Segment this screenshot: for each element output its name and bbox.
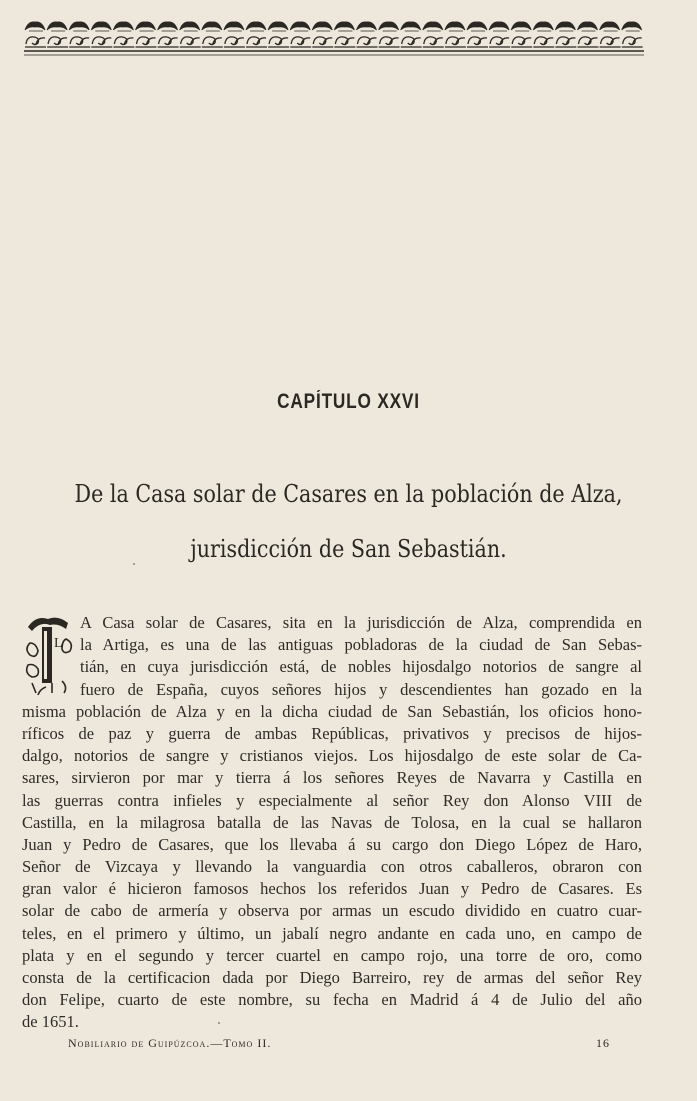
chapter-title-line-2: jurisdicción de San Sebastián. — [190, 535, 507, 563]
body-line: consta de la certificacion dada por Diego Barreiro, rey de armas del señor Rey — [22, 968, 642, 987]
body-line: teles, en el primero y último, un jabalí negro andante en cada uno, en campo de — [22, 923, 642, 943]
body-paragraph — [22, 612, 642, 1034]
body-line: Castilla, en la milagrosa batalla de las Navas de Tolosa, en la cual se hallaron — [22, 812, 642, 832]
body-line: plata y en el segundo y tercer cuartel en campo rojo, una torre de oro, como — [22, 945, 642, 965]
body-line: ríficos de paz y guerra de ambas Repúblicas, privativos y precisos de hijos- — [22, 723, 642, 743]
page-number: 16 — [596, 1036, 610, 1050]
running-footer-title: Nobiliario de Guipúzcoa.—Tomo II. — [68, 1036, 272, 1050]
print-speck — [133, 563, 135, 565]
page-footer — [68, 1036, 610, 1051]
body-line: sares, sirvieron por mar y tierra á los señores Reyes de Navarra y Castilla en — [22, 768, 642, 788]
body-line: Señor de Vizcaya y llevando la vanguardia con otros caballeros, obraron con — [22, 857, 642, 877]
body-line: fuero de España, cuyos señores hijos y descendientes han gozado en la — [80, 679, 642, 699]
dropcap-letter: L — [54, 636, 63, 651]
body-line: Juan y Pedro de Casares, que los llevaba á su cargo don Diego López de Haro, — [22, 834, 642, 854]
body-line: don Felipe, cuarto de este nombre, su fecha en Madrid á 4 de Julio del año — [22, 990, 642, 1010]
chapter-heading: CAPÍTULO XXVI — [277, 390, 420, 413]
header-ornament-border — [24, 18, 644, 58]
body-line: la Artiga, es una de las antiguas pobladoras de la ciudad de San Sebas- — [80, 635, 642, 655]
body-line: dalgo, notorios de sangre y cristianos viejos. Los hijosdalgo de este solar de Ca- — [22, 746, 642, 766]
chapter-title-line-1: De la Casa solar de Casares en la población de Alza, — [74, 480, 623, 508]
body-line: de 1651. — [22, 1012, 79, 1032]
body-line: tián, en cuya jurisdicción está, de nobles hijosdalgo notorios de sangre al — [80, 657, 642, 677]
body-line: misma población de Alza y en la dicha ciudad de San Sebastián, los oficios hono- — [22, 701, 642, 721]
body-line: solar de cabo de armería y observa por armas un escudo dividido en cuatro cuar- — [22, 901, 642, 921]
body-line: las guerras contra infieles y especialmente al señor Rey don Alonso VIII de — [22, 790, 642, 810]
body-line: gran valor é hicieron famosos hechos los referidos Juan y Pedro de Casares. Es — [22, 879, 642, 899]
body-line: A Casa solar de Casares, sita en la jurisdicción de Alza, comprendida en — [80, 613, 642, 632]
